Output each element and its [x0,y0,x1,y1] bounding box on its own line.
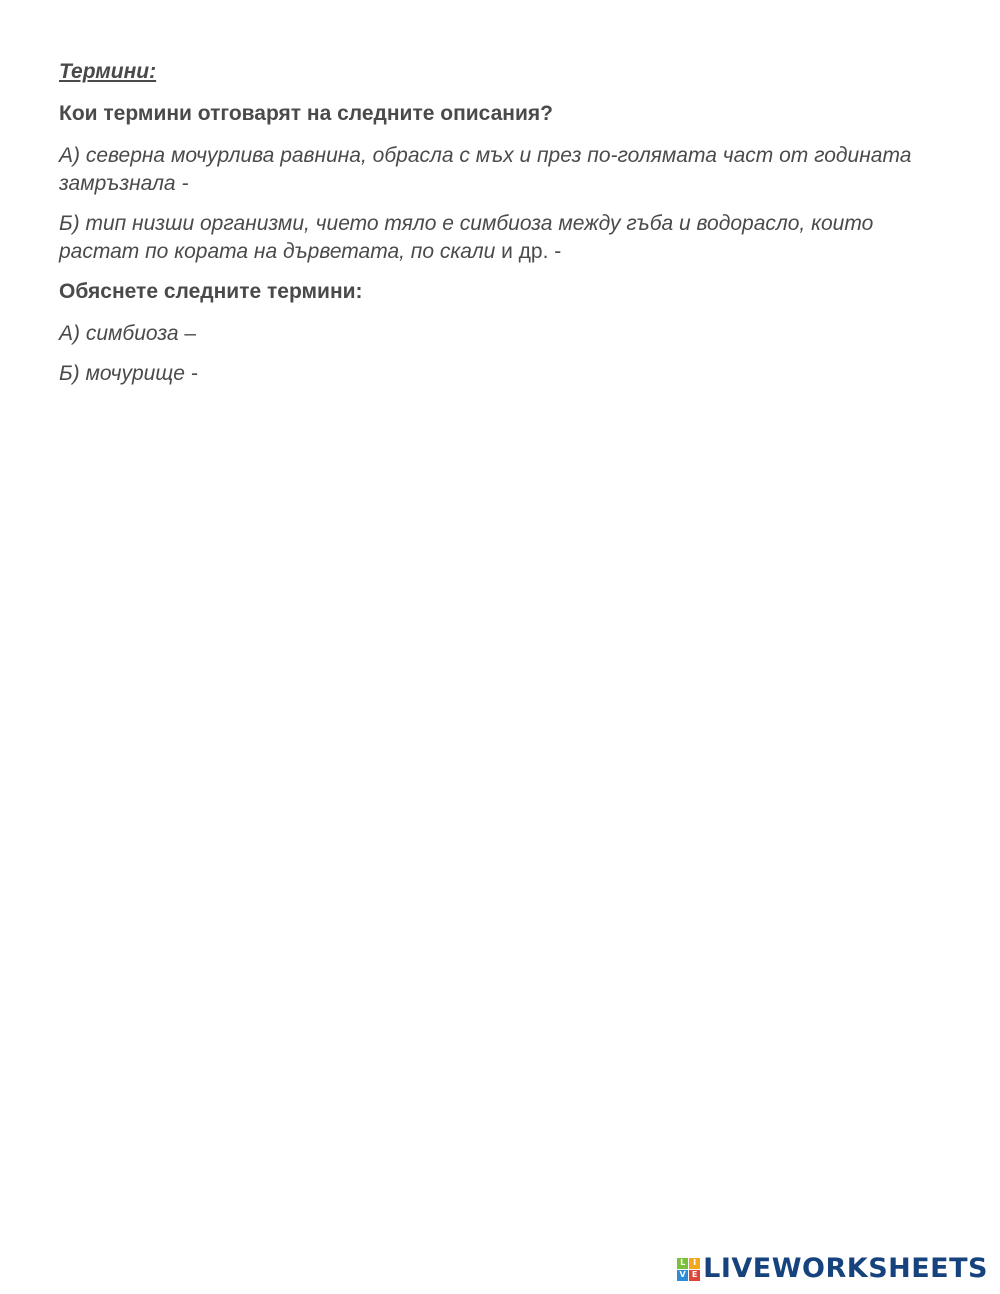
description-item-b-suffix: и др. - [501,240,562,263]
liveworksheets-logo [677,1254,988,1284]
description-item-a: А) северна мочурлива равнина, обрасла с мъх и през по-голямата част от годината замръзнала - [59,144,912,195]
question-heading-explain: Обяснете следните термини: [59,280,363,303]
logo-mark-letter: L [677,1258,688,1269]
logo-mark-letter: E [689,1270,700,1281]
term-item-a: А) симбиоза – [59,322,197,345]
worksheet-content [59,58,939,400]
description-item-b-text: Б) тип низши организми, чието тяло е симбиоза между гъба и водорасло, които растат по кората на дърветата, по скали [59,212,874,263]
term-item-b: Б) мочурище - [59,362,198,385]
question-heading-match: Кои термини отговарят на следните описания? [59,102,553,125]
worksheet-title: Термини: [59,60,157,83]
description-item-b [59,210,939,266]
logo-mark-letter: I [689,1258,700,1269]
liveworksheets-logo-icon [677,1258,700,1281]
logo-mark-letter: V [677,1270,688,1281]
liveworksheets-logo-text: LIVEWORKSHEETS [703,1253,988,1284]
